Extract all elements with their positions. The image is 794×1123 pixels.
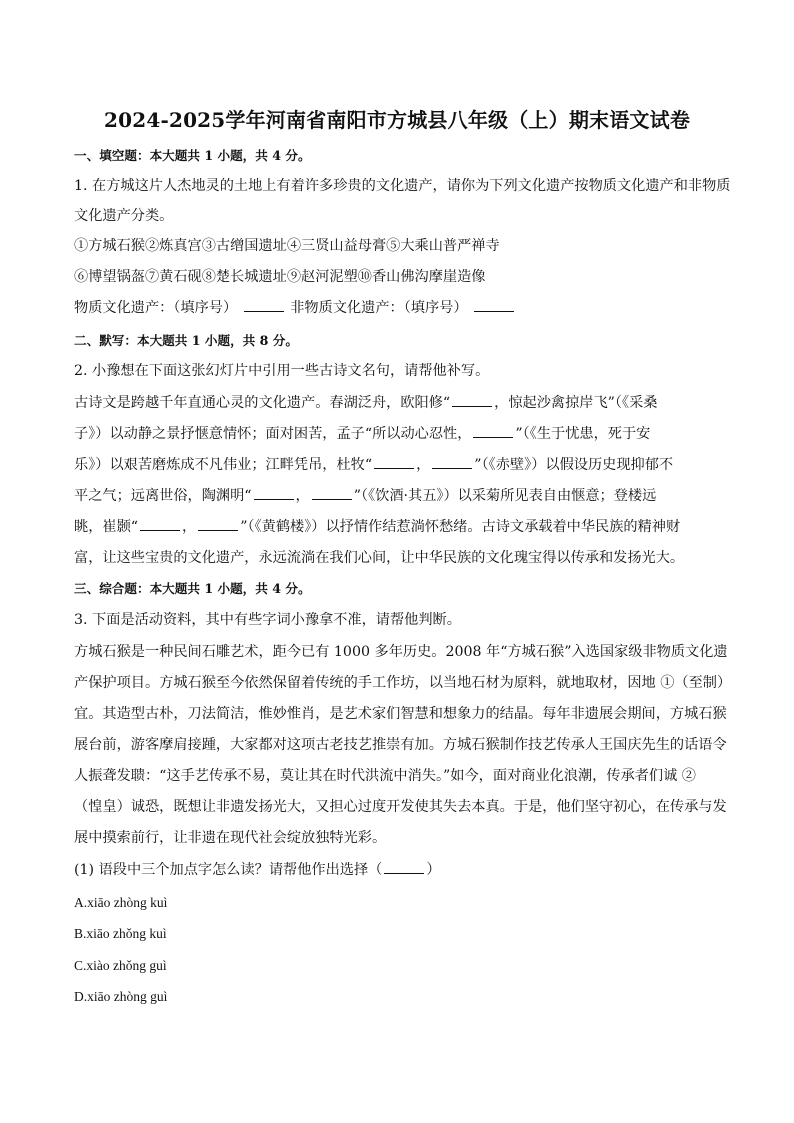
passage-text: 眺，崔颢“: [74, 519, 139, 535]
passage-text: ，: [416, 457, 431, 473]
poem-passage-line-3: [74, 455, 673, 475]
poem-blank-7[interactable]: [140, 517, 180, 531]
option-c[interactable]: C.xiào zhǒng guì: [74, 958, 167, 973]
question-1-answer-line: [74, 298, 516, 318]
material-passage-line: （惶皇）诚恐，既想让非遗发扬光大，又担心过度开发使其失去本真。于是，他们坚守初心，在传承与发: [74, 799, 727, 815]
poem-passage-line-4: [74, 486, 656, 506]
passage-text: 子》）以动静之景抒惬意情怀；面对困苦，孟子“所以动心忍性，: [74, 426, 472, 442]
subquestion-1-blank[interactable]: [384, 860, 424, 874]
question-1-text-cont: 文化遗产分类。: [74, 208, 174, 224]
material-passage-line: 宜。其造型古朴，刀法简洁，惟妙惟肖，是艺术家们智慧和想象力的结晶。每年非遗展会期间，方城石猴: [74, 706, 727, 722]
poem-blank-8[interactable]: [198, 517, 238, 531]
section-heading-dictation: 二、默写：本大题共 1 小题，共 8 分。: [74, 333, 298, 348]
material-passage-line: 展中摸索前行，让非遗在现代社会绽放独特光彩。: [74, 830, 387, 846]
passage-text: 乐》）以艰苦磨炼成不凡伟业；江畔凭吊，杜牧“: [74, 457, 373, 473]
question-3-text: 3. 下面是活动资料，其中有些字词小豫拿不准，请帮他判断。: [74, 612, 461, 628]
option-b[interactable]: B.xiāo zhǒng kuì: [74, 926, 167, 941]
poem-passage-line-2: [74, 424, 650, 444]
question-2-text: 2. 小豫想在下面这张幻灯片中引用一些古诗文名句，请帮他补写。: [74, 363, 490, 379]
material-passage-line: 方城石猴是一种民间石雕艺术，距今已有 1000 多年历史。2008 年“方城石猴”入选国家级非物质文化遗: [74, 644, 728, 660]
material-heritage-blank[interactable]: [244, 298, 284, 312]
poem-blank-5[interactable]: [254, 486, 294, 500]
poem-passage-line-6: 富，让这些宝贵的文化遗产，永远流淌在我们心间，让中华民族的文化瑰宝得以传承和发扬光大。: [74, 550, 685, 566]
passage-text: ，惊起沙禽掠岸飞”（《采桑: [494, 395, 658, 411]
passage-text: 平之气；远离世俗，陶渊明“: [74, 488, 252, 504]
poem-blank-3[interactable]: [374, 455, 414, 469]
subquestion-1: [74, 860, 441, 880]
section-heading-fill-blank: 一、填空题：本大题共 1 小题，共 4 分。: [74, 148, 311, 163]
passage-text: ”（《饮酒·其五》）以采菊所见表自由惬意；登楼远: [353, 488, 657, 504]
subquestion-1-text: (1) 语段中三个加点字怎么读？请帮他作出选择（: [74, 862, 383, 878]
material-passage-line: 展台前，游客摩肩接踵，大家都对这项古老技艺推崇有加。方城石猴制作技艺传承人王国庆先生的话语令: [74, 737, 727, 753]
section-heading-comprehensive: 三、综合题：本大题共 1 小题，共 4 分。: [74, 581, 311, 596]
subquestion-1-text-end: ）: [426, 862, 441, 878]
poem-blank-2[interactable]: [473, 424, 513, 438]
material-passage-line: 人振聋发聩：“这手艺传承不易，莫让其在时代洪流中消失。”如今，面对商业化浪潮，传承者们诚 ②: [74, 768, 696, 784]
option-d[interactable]: D.xiāo zhòng guì: [74, 989, 168, 1004]
option-a[interactable]: A.xiāo zhòng kuì: [74, 895, 168, 910]
intangible-heritage-label: 非物质文化遗产：（填序号）: [290, 300, 468, 316]
poem-blank-1[interactable]: [452, 393, 492, 407]
poem-blank-6[interactable]: [312, 486, 352, 500]
material-passage-line: 产保护项目。方城石猴至今依然保留着传统的手工作坊，以当地石材为原料，就地取材，因地 ①（至制）: [74, 675, 732, 691]
intangible-heritage-blank[interactable]: [474, 298, 514, 312]
passage-text: ，: [182, 519, 197, 535]
poem-passage-line-5: [74, 517, 680, 537]
material-heritage-label: 物质文化遗产：（填序号）: [74, 300, 238, 316]
heritage-list-2: ⑥博望锅盔⑦黄石砚⑧楚长城遗址⑨赵河泥塑⑩香山佛沟摩崖造像: [74, 269, 486, 285]
passage-text: ，: [295, 488, 310, 504]
passage-text: ”（《生于忧患，死于安: [515, 426, 651, 442]
poem-blank-4[interactable]: [432, 455, 472, 469]
passage-text: 古诗文是跨越千年直通心灵的文化遗产。春湖泛舟，欧阳修“: [74, 395, 451, 411]
page-title: 2024-2025学年河南省南阳市方城县八年级（上）期末语文试卷: [103, 108, 691, 132]
heritage-list-1: ①方城石猴②炼真宫③古缯国遗址④三贤山益母膏⑤大乘山普严禅寺: [74, 238, 500, 254]
passage-text: ”（《赤壁》）以假设历史现抑郁不: [474, 457, 674, 473]
passage-text: ”（《黄鹤楼》）以抒情作结惹淌怀愁绪。古诗文承载着中华民族的精神财: [240, 519, 681, 535]
question-1-text: 1. 在方城这片人杰地灵的土地上有着许多珍贵的文化遗产，请你为下列文化遗产按物质文化遗产和非物质: [74, 178, 731, 194]
poem-passage-line-1: [74, 393, 657, 413]
